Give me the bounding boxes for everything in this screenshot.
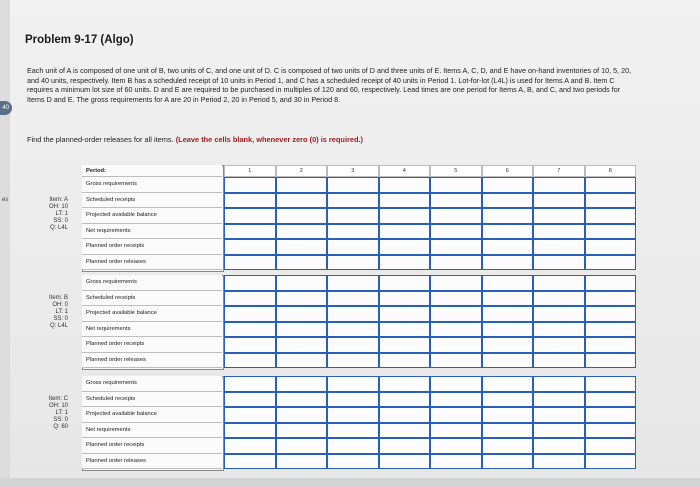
input-cell[interactable] — [276, 392, 328, 408]
input-cell[interactable] — [327, 438, 379, 454]
row-label: Net requirements — [82, 423, 222, 439]
period-number-1: 1 — [224, 165, 276, 177]
input-cell[interactable] — [276, 239, 328, 255]
input-cell[interactable] — [224, 275, 276, 291]
input-cell[interactable] — [430, 275, 482, 291]
input-cell[interactable] — [224, 407, 276, 423]
input-cell[interactable] — [482, 407, 534, 423]
input-cell[interactable] — [533, 407, 585, 423]
input-cell[interactable] — [482, 255, 534, 271]
item-info-line: OH: 10 — [48, 403, 68, 409]
input-cell[interactable] — [482, 275, 534, 291]
input-cell[interactable] — [430, 208, 482, 224]
input-cell[interactable] — [379, 454, 431, 470]
input-cell[interactable] — [327, 275, 379, 291]
input-cell[interactable] — [379, 322, 431, 338]
input-cell[interactable] — [430, 423, 482, 439]
input-cell[interactable] — [585, 353, 637, 369]
input-cell[interactable] — [533, 337, 585, 353]
input-cell[interactable] — [430, 438, 482, 454]
row-label: Planned order releases — [82, 255, 222, 271]
input-cell[interactable] — [327, 423, 379, 439]
item-info-line: Q: L4L — [49, 323, 68, 329]
input-cell[interactable] — [276, 337, 328, 353]
input-cell[interactable] — [585, 306, 637, 322]
input-cell[interactable] — [585, 275, 637, 291]
input-cell[interactable] — [276, 353, 328, 369]
question-badge[interactable]: 40 — [0, 101, 12, 115]
input-cell[interactable] — [276, 275, 328, 291]
period-number-4: 4 — [379, 165, 431, 177]
period-number-5: 5 — [430, 165, 482, 177]
input-cell[interactable] — [379, 275, 431, 291]
input-cell[interactable] — [585, 255, 637, 271]
input-cell[interactable] — [379, 291, 431, 307]
input-cell[interactable] — [430, 255, 482, 271]
input-cell[interactable] — [379, 438, 431, 454]
row-label: Planned order releases — [82, 353, 222, 369]
input-cell[interactable] — [327, 454, 379, 470]
item-info-line: Item: C — [48, 396, 68, 402]
input-cell[interactable] — [533, 275, 585, 291]
item-info-line: LT: 1 — [55, 309, 68, 315]
input-cell[interactable] — [224, 454, 276, 470]
input-cell[interactable] — [533, 208, 585, 224]
input-cell[interactable] — [224, 322, 276, 338]
row-label: Gross requirements — [82, 376, 222, 392]
input-cell[interactable] — [482, 322, 534, 338]
item-info — [28, 295, 68, 330]
input-cell[interactable] — [327, 239, 379, 255]
item-info-line: OH: 0 — [52, 302, 68, 308]
input-cell[interactable] — [276, 423, 328, 439]
input-cell[interactable] — [327, 177, 379, 193]
input-cell[interactable] — [224, 423, 276, 439]
instruction-emphasis: (Leave the cells blank, whenever zero (0) is required.) — [175, 135, 364, 144]
input-cell[interactable] — [482, 193, 534, 209]
row-label: Scheduled receipts — [82, 291, 222, 307]
input-cell[interactable] — [533, 392, 585, 408]
period-number-2: 2 — [276, 165, 328, 177]
input-cell[interactable] — [276, 208, 328, 224]
row-label: Planned order releases — [82, 454, 222, 470]
input-cell[interactable] — [276, 407, 328, 423]
input-cell[interactable] — [482, 423, 534, 439]
input-cell[interactable] — [276, 376, 328, 392]
input-cell[interactable] — [430, 454, 482, 470]
input-cell[interactable] — [379, 423, 431, 439]
input-cell[interactable] — [276, 454, 328, 470]
input-cell[interactable] — [533, 376, 585, 392]
item-info-line: Q: L4L — [49, 225, 68, 231]
row-label: Net requirements — [82, 224, 222, 240]
input-cell[interactable] — [276, 306, 328, 322]
input-cell[interactable] — [533, 291, 585, 307]
item-info — [28, 396, 68, 431]
input-cell[interactable] — [533, 193, 585, 209]
input-cell[interactable] — [482, 224, 534, 240]
period-number-8: 8 — [585, 165, 637, 177]
input-cell[interactable] — [327, 407, 379, 423]
period-number-6: 6 — [482, 165, 534, 177]
input-cell[interactable] — [533, 239, 585, 255]
input-cell[interactable] — [585, 423, 637, 439]
input-cell[interactable] — [430, 177, 482, 193]
input-cell[interactable] — [327, 291, 379, 307]
input-cell[interactable] — [379, 376, 431, 392]
problem-description: Each unit of A is composed of one unit of B, two units of C, and one unit of D. C is composed of two units of D and three units of E. Items A, C, D, and E have on-hand inventories of 10, 5, 20, and 40 units, respectively. Item B has a scheduled receipt of 10 units in Period 1, and C has a scheduled receipt of 40 units in Period 1. Lot-for-lot (L4L) is used for Items A and B. Item C requires a minimum lot size of 60 units. D and E are required to be purchased in multiples of 120 and 60, respectively. Lead times are one period for Items A, B, and C, and two periods for Items D and E. The gross requirements for A are 20 in Period 2, 20 in Period 5, and 30 in Period 8. — [27, 66, 632, 104]
row-label: Scheduled receipts — [82, 193, 222, 209]
row-label: Planned order receipts — [82, 239, 222, 255]
input-cell[interactable] — [224, 239, 276, 255]
input-cell[interactable] — [430, 407, 482, 423]
input-cell[interactable] — [482, 454, 534, 470]
item-info-line: Q: 60 — [53, 424, 68, 430]
row-label: Net requirements — [82, 322, 222, 338]
item-info-line: Item: A — [49, 197, 68, 203]
sidebar-tag: es — [2, 197, 9, 203]
input-cell[interactable] — [533, 177, 585, 193]
row-label: Gross requirements — [82, 177, 222, 193]
input-cell[interactable] — [585, 337, 637, 353]
input-cell[interactable] — [430, 193, 482, 209]
input-cell[interactable] — [276, 322, 328, 338]
row-label: Projected available balance — [82, 306, 222, 322]
row-label: Projected available balance — [82, 407, 222, 423]
input-cell[interactable] — [276, 177, 328, 193]
input-cell[interactable] — [327, 353, 379, 369]
input-cell[interactable] — [430, 353, 482, 369]
row-label: Gross requirements — [82, 275, 222, 291]
row-label: Scheduled receipts — [82, 392, 222, 408]
input-cell[interactable] — [585, 322, 637, 338]
input-cell[interactable] — [585, 392, 637, 408]
input-cell[interactable] — [276, 255, 328, 271]
input-cell[interactable] — [585, 454, 637, 470]
input-cell[interactable] — [482, 392, 534, 408]
input-cell[interactable] — [224, 306, 276, 322]
input-cell[interactable] — [482, 376, 534, 392]
item-info — [28, 197, 68, 232]
input-cell[interactable] — [327, 224, 379, 240]
input-cell[interactable] — [482, 337, 534, 353]
left-sidebar-strip — [0, 0, 10, 487]
input-cell[interactable] — [585, 239, 637, 255]
input-cell[interactable] — [327, 255, 379, 271]
input-cell[interactable] — [430, 306, 482, 322]
input-cell[interactable] — [379, 239, 431, 255]
input-cell[interactable] — [327, 208, 379, 224]
input-cell[interactable] — [430, 224, 482, 240]
input-cell[interactable] — [224, 193, 276, 209]
input-cell[interactable] — [482, 208, 534, 224]
item-info-line: SS: 0 — [53, 218, 68, 224]
instruction-main: Find the planned-order releases for all items. — [27, 135, 174, 144]
input-cell[interactable] — [276, 291, 328, 307]
input-cell[interactable] — [327, 392, 379, 408]
input-cell[interactable] — [224, 291, 276, 307]
input-cell[interactable] — [276, 224, 328, 240]
input-cell[interactable] — [276, 438, 328, 454]
input-cell[interactable] — [533, 322, 585, 338]
input-cell[interactable] — [430, 322, 482, 338]
input-cell[interactable] — [379, 337, 431, 353]
input-cell[interactable] — [327, 322, 379, 338]
input-cell[interactable] — [379, 392, 431, 408]
input-cell[interactable] — [585, 438, 637, 454]
input-cell[interactable] — [482, 353, 534, 369]
input-cell[interactable] — [379, 193, 431, 209]
input-cell[interactable] — [585, 224, 637, 240]
input-cell[interactable] — [327, 193, 379, 209]
input-cell[interactable] — [533, 224, 585, 240]
input-cell[interactable] — [224, 208, 276, 224]
input-cell[interactable] — [430, 392, 482, 408]
input-cell[interactable] — [533, 353, 585, 369]
input-cell[interactable] — [482, 239, 534, 255]
input-cell[interactable] — [379, 177, 431, 193]
input-cell[interactable] — [224, 438, 276, 454]
item-info-line: OH: 10 — [48, 204, 68, 210]
input-cell[interactable] — [224, 255, 276, 271]
period-header-label: Period: — [82, 165, 222, 177]
input-cell[interactable] — [482, 438, 534, 454]
input-cell[interactable] — [379, 224, 431, 240]
input-cell[interactable] — [585, 193, 637, 209]
input-cell[interactable] — [379, 353, 431, 369]
period-number-7: 7 — [533, 165, 585, 177]
input-cell[interactable] — [276, 193, 328, 209]
item-info-line: LT: 1 — [55, 410, 68, 416]
item-info-line: SS: 0 — [53, 417, 68, 423]
input-cell[interactable] — [224, 337, 276, 353]
input-cell[interactable] — [224, 177, 276, 193]
input-cell[interactable] — [327, 376, 379, 392]
input-cell[interactable] — [482, 306, 534, 322]
input-cell[interactable] — [533, 454, 585, 470]
problem-title: Problem 9-17 (Algo) — [25, 34, 134, 46]
input-cell[interactable] — [533, 423, 585, 439]
row-label: Projected available balance — [82, 208, 222, 224]
input-cell[interactable] — [482, 291, 534, 307]
input-cell[interactable] — [379, 306, 431, 322]
input-cell[interactable] — [533, 438, 585, 454]
input-cell[interactable] — [585, 208, 637, 224]
input-cell[interactable] — [585, 407, 637, 423]
input-cell[interactable] — [585, 177, 637, 193]
input-cell[interactable] — [533, 255, 585, 271]
input-cell[interactable] — [585, 376, 637, 392]
input-cell[interactable] — [482, 177, 534, 193]
input-cell[interactable] — [533, 306, 585, 322]
period-number-3: 3 — [327, 165, 379, 177]
input-cell[interactable] — [379, 255, 431, 271]
instruction-text — [27, 135, 363, 144]
row-label: Planned order receipts — [82, 438, 222, 454]
item-info-line: SS: 0 — [53, 316, 68, 322]
input-cell[interactable] — [327, 337, 379, 353]
input-cell[interactable] — [379, 208, 431, 224]
input-cell[interactable] — [585, 291, 637, 307]
input-cell[interactable] — [224, 376, 276, 392]
input-cell[interactable] — [430, 239, 482, 255]
item-info-line: Item: B — [48, 295, 68, 301]
input-cell[interactable] — [430, 291, 482, 307]
input-cell[interactable] — [327, 306, 379, 322]
input-cell[interactable] — [379, 407, 431, 423]
input-cell[interactable] — [224, 392, 276, 408]
bottom-scroll-edge — [0, 478, 700, 487]
row-label: Planned order receipts — [82, 337, 222, 353]
input-cell[interactable] — [430, 337, 482, 353]
item-info-line: LT: 1 — [55, 211, 68, 217]
input-cell[interactable] — [224, 353, 276, 369]
input-cell[interactable] — [430, 376, 482, 392]
input-cell[interactable] — [224, 224, 276, 240]
